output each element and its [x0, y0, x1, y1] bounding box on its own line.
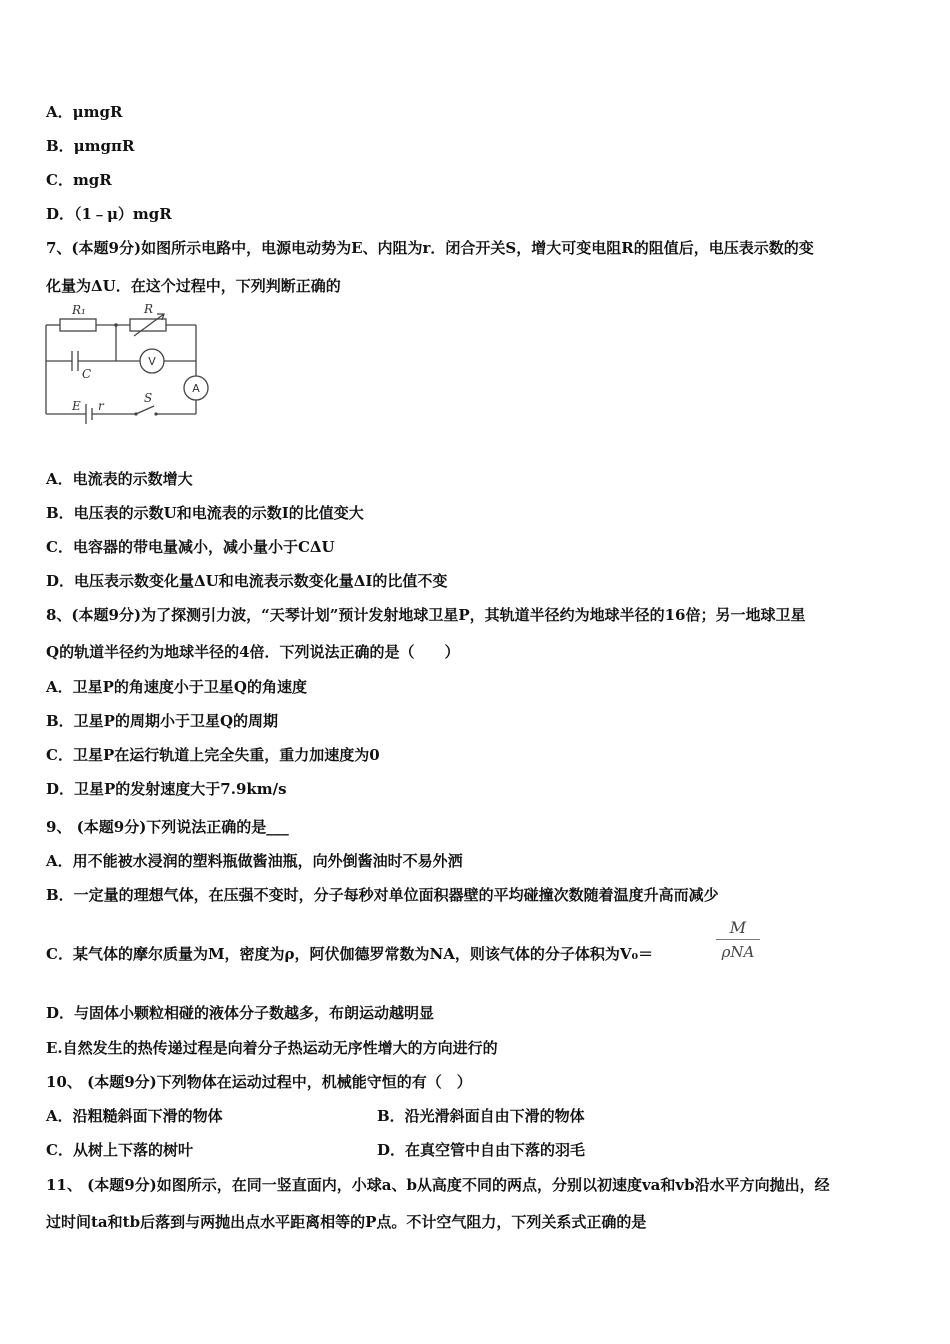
q9-option-e: E.自然发生的热传递过程是向着分子热运动无序性增大的方向进行的: [46, 1039, 498, 1057]
q8-option-b: B．卫星P的周期小于卫星Q的周期: [46, 712, 279, 730]
q10-option-a: A．沿粗糙斜面下滑的物体: [46, 1107, 223, 1125]
q9-option-a: A．用不能被水浸润的塑料瓶做酱油瓶，向外倒酱油时不易外洒: [46, 852, 463, 870]
fraction-numerator: M: [729, 918, 747, 937]
q8-stem-line1: 8、(本题9分)为了探测引力波，“天琴计划”预计发射地球卫星P，其轨道半径约为地球半径的16倍；另一地球卫星: [46, 606, 806, 624]
q8-option-c: C．卫星P在运行轨道上完全失重，重力加速度为0: [46, 746, 380, 764]
q9-option-c: C．某气体的摩尔质量为M，密度为ρ，阿伏伽德罗常数为NA，则该气体的分子体积为V₀＝: [46, 945, 654, 963]
q7-option-c: C．电容器的带电量减小，减小量小于CΔU: [46, 538, 335, 556]
q10-option-c: C．从树上下落的树叶: [46, 1141, 193, 1159]
q8-stem-line2: Q的轨道半径约为地球半径的4倍．下列说法正确的是（ ）: [46, 643, 460, 661]
label-s: S: [144, 391, 153, 405]
q8-option-d: D．卫星P的发射速度大于7.9km/s: [46, 780, 287, 798]
fraction-denominator: ρNA: [721, 943, 755, 961]
label-internal-r: r: [98, 399, 104, 413]
label-r: R: [144, 302, 154, 316]
q9-option-b: B．一定量的理想气体，在压强不变时，分子每秒对单位面积器壁的平均碰撞次数随着温度升高而减少: [46, 886, 719, 904]
molecular-volume-fraction: [716, 918, 760, 963]
circuit-diagram: [40, 302, 215, 437]
q9-stem: 9、 (本题9分)下列说法正确的是___: [46, 818, 289, 836]
label-r1: R₁: [72, 303, 86, 317]
q6-option-c: C．mgR: [46, 171, 112, 189]
ammeter-label: A: [192, 382, 200, 395]
q7-option-d: D．电压表示数变化量ΔU和电流表示数变化量ΔI的比值不变: [46, 572, 448, 590]
q8-option-a: A．卫星P的角速度小于卫星Q的角速度: [46, 678, 307, 696]
q10-option-d: D．在真空管中自由下落的羽毛: [377, 1141, 586, 1159]
fraction-bar: [716, 939, 760, 940]
q10-option-b: B．沿光滑斜面自由下滑的物体: [377, 1107, 585, 1125]
q11-stem-line1: 11、 (本题9分)如图所示，在同一竖直面内，小球a、b从高度不同的两点，分别以初速度va和vb沿水平方向抛出，经: [46, 1176, 830, 1194]
q6-option-a: A．μmgR: [46, 103, 123, 121]
q11-stem-line2: 过时间ta和tb后落到与两抛出点水平距离相等的P点。不计空气阻力，下列关系式正确的是: [46, 1213, 647, 1231]
q6-option-d: D．（1﹣μ）mgR: [46, 205, 172, 223]
q6-option-b: B．μmgπR: [46, 137, 135, 155]
q9-option-d: D．与固体小颗粒相碰的液体分子数越多，布朗运动越明显: [46, 1004, 435, 1022]
q7-option-b: B．电压表的示数U和电流表的示数I的比值变大: [46, 504, 364, 522]
q7-stem-line1: 7、(本题9分)如图所示电路中，电源电动势为E、内阻为r．闭合开关S，增大可变电阻R的阻值后，电压表示数的变: [46, 239, 814, 257]
q7-option-a: A．电流表的示数增大: [46, 470, 193, 488]
label-e: E: [72, 399, 81, 413]
voltmeter-label: V: [148, 355, 156, 368]
q7-stem-line2: 化量为ΔU．在这个过程中，下列判断正确的: [46, 277, 341, 295]
label-c: C: [82, 367, 92, 381]
q10-stem: 10、 (本题9分)下列物体在运动过程中，机械能守恒的有（ ）: [46, 1073, 472, 1091]
